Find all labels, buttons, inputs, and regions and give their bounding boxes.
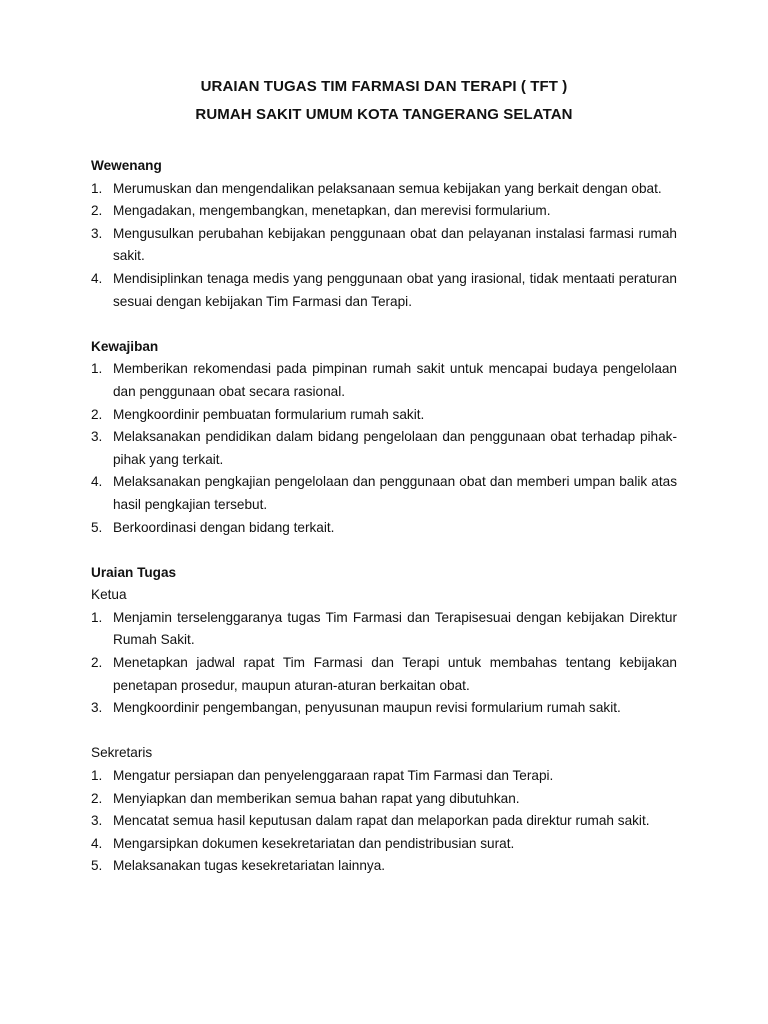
list-item-text: Mengusulkan perubahan kebijakan penggunaan obat dan pelayanan instalasi farmasi rumah sakit. (113, 225, 677, 264)
list-item-number: 3. (91, 813, 103, 829)
section-heading-kewajiban: Kewajiban (91, 338, 159, 354)
list-item-text: Mengatur persiapan dan penyelenggaraan rapat Tim Farmasi dan Terapi. (113, 768, 554, 784)
list-item (91, 268, 677, 313)
list-item-number: 2. (91, 406, 103, 422)
list-item (91, 517, 677, 540)
list-item-number: 3. (91, 700, 103, 716)
list-item-number: 4. (91, 270, 103, 286)
section-heading-wewenang: Wewenang (91, 158, 162, 173)
list-item (91, 810, 677, 833)
list-item (91, 855, 677, 878)
list-item-text: Menyiapkan dan memberikan semua bahan rapat yang dibutuhkan. (113, 790, 520, 806)
list-ketua (91, 607, 677, 720)
list-item (91, 765, 677, 788)
list-item-number: 1. (91, 609, 103, 625)
list-item-number: 2. (91, 203, 103, 219)
list-item-number: 2. (91, 655, 103, 671)
list-item (91, 652, 677, 697)
document-body (91, 155, 677, 878)
list-item-number: 4. (91, 835, 103, 851)
list-item-text: Mendisiplinkan tenaga medis yang penggunaan obat yang irasional, tidak mentaati peraturan sesuai dengan kebijakan Tim Farmasi dan Terapi. (113, 270, 677, 309)
document-title: URAIAN TUGAS TIM FARMASI DAN TERAPI ( TFT ) (200, 78, 568, 95)
list-item (91, 833, 677, 856)
list-item (91, 697, 677, 720)
list-item-number: 5. (91, 858, 103, 874)
list-sekretaris (91, 765, 677, 878)
list-item-text: Berkoordinasi dengan bidang terkait. (113, 519, 335, 535)
list-item (91, 178, 677, 201)
list-item-number: 1. (91, 768, 103, 784)
list-item-text: Menetapkan jadwal rapat Tim Farmasi dan Terapi untuk membahas tentang kebijakan penetapan prosedur, maupun aturan-aturan berkaitan obat. (113, 655, 677, 693)
list-item (91, 200, 677, 223)
list-item-text: Melaksanakan pengkajian pengelolaan dan penggunaan obat dan memberi umpan balik atas hasil pengkajian tersebut. (113, 474, 677, 512)
list-item-text: Mengkoordinir pengembangan, penyusunan maupun revisi formularium rumah sakit. (113, 700, 621, 716)
list-item-text: Menjamin terselenggaranya tugas Tim Farmasi dan Terapisesuai dengan kebijakan Direktur Rumah Sakit. (113, 609, 677, 648)
list-item (91, 404, 677, 427)
list-item-text: Mencatat semua hasil keputusan dalam rapat dan melaporkan pada direktur rumah sakit. (113, 813, 650, 829)
list-item (91, 471, 677, 516)
list-item (91, 607, 677, 652)
document-subtitle: RUMAH SAKIT UMUM KOTA TANGERANG SELATAN (195, 106, 573, 123)
list-wewenang (91, 178, 677, 314)
list-item-text: Memberikan rekomendasi pada pimpinan rumah sakit untuk mencapai budaya pengelolaan dan penggunaan obat secara rasional. (113, 361, 677, 399)
list-item-text: Mengadakan, mengembangkan, menetapkan, dan merevisi formularium. (113, 203, 551, 219)
list-item (91, 358, 677, 403)
list-item-number: 2. (91, 790, 103, 806)
list-item-number: 3. (91, 429, 103, 445)
list-item-text: Mengkoordinir pembuatan formularium rumah sakit. (113, 406, 425, 422)
list-item-number: 5. (91, 519, 103, 535)
list-item-text: Mengarsipkan dokumen kesekretariatan dan pendistribusian surat. (113, 835, 515, 851)
list-item-text: Melaksanakan tugas kesekretariatan lainnya. (113, 858, 386, 874)
subsection-label-sekretaris: Sekretaris (91, 745, 153, 761)
section-heading-uraian-tugas: Uraian Tugas (91, 564, 177, 580)
list-kewajiban (91, 358, 677, 539)
list-item-text: Melaksanakan pendidikan dalam bidang pengelolaan dan penggunaan obat terhadap pihak-pihak yang terkait. (113, 429, 677, 467)
list-item-text: Merumuskan dan mengendalikan pelaksanaan semua kebijakan yang berkait dengan obat. (113, 180, 662, 196)
list-item-number: 1. (91, 180, 103, 196)
list-item (91, 223, 677, 268)
list-item-number: 4. (91, 474, 103, 490)
list-item-number: 1. (91, 361, 103, 377)
subsection-label-ketua: Ketua (91, 587, 127, 603)
list-item-number: 3. (91, 225, 103, 241)
list-item (91, 426, 677, 471)
list-item (91, 788, 677, 811)
